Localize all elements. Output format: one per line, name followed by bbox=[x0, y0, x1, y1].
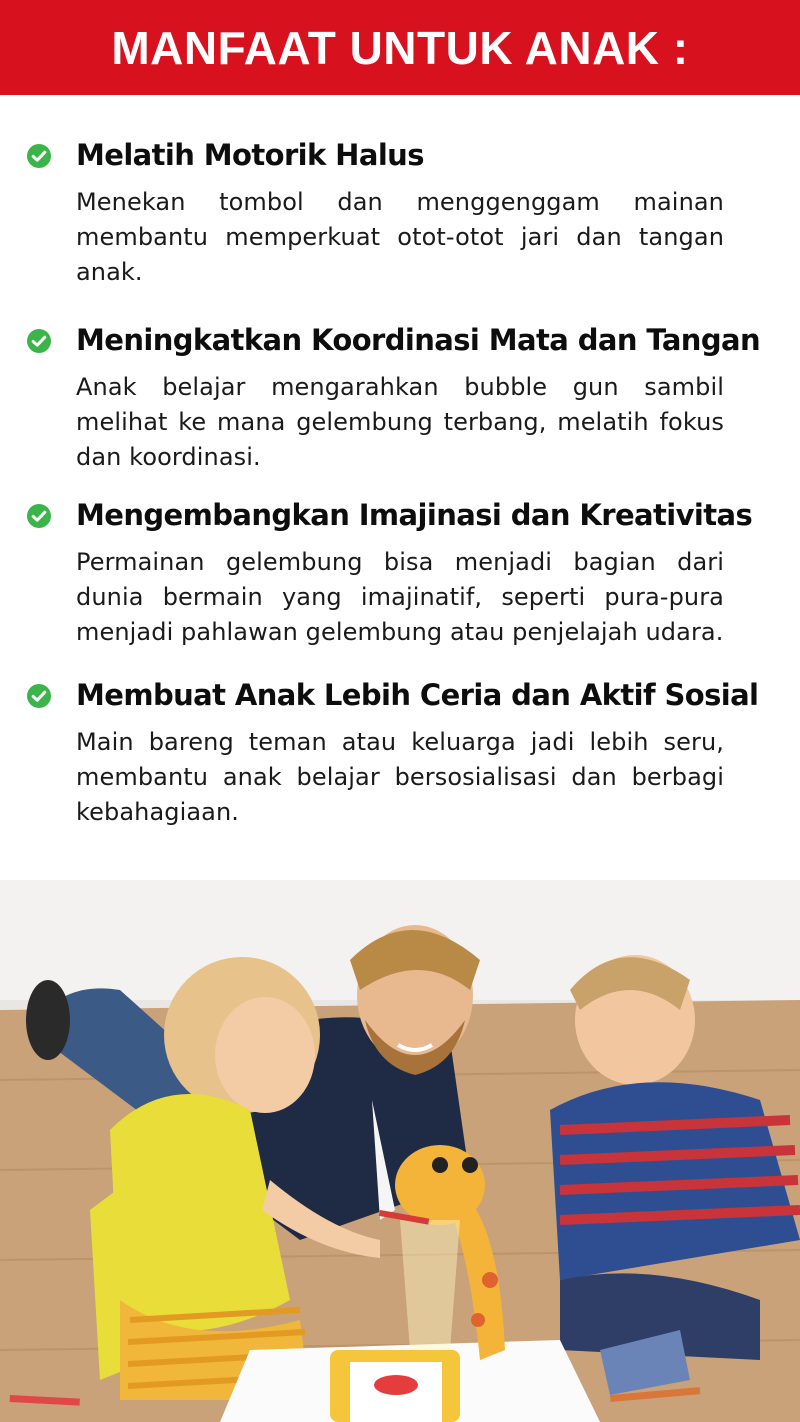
benefit-description: Anak belajar mengarahkan bubble gun sambil melihat ke mana gelembung terbang, melatih fokus dan koordinasi. bbox=[76, 373, 724, 471]
check-circle-icon bbox=[26, 143, 52, 169]
benefit-description: Main bareng teman atau keluarga jadi lebih seru, membantu anak belajar bersosialisasi dan berbagi kebahagiaan. bbox=[76, 728, 724, 826]
benefit-header bbox=[0, 495, 800, 535]
check-circle-icon bbox=[26, 683, 52, 709]
check-circle-icon bbox=[26, 503, 52, 529]
check-circle-icon bbox=[26, 328, 52, 354]
benefit-header bbox=[0, 675, 800, 715]
benefits-list bbox=[0, 95, 800, 880]
benefit-title: Melatih Motorik Halus bbox=[76, 138, 424, 172]
benefit-title: Meningkatkan Koordinasi Mata dan Tangan bbox=[76, 323, 761, 357]
benefit-description: Menekan tombol dan menggenggam mainan membantu memperkuat otot-otot jari dan tangan anak. bbox=[76, 188, 724, 286]
benefit-header bbox=[0, 320, 800, 360]
benefit-description: Permainan gelembung bisa menjadi bagian dari dunia bermain yang imajinatif, seperti pura-pura menjadi pahlawan gelembung atau penjelajah udara. bbox=[76, 548, 724, 646]
family-playing-photo-illustration bbox=[0, 880, 800, 1422]
benefit-header bbox=[0, 135, 800, 175]
header-banner bbox=[0, 0, 800, 95]
product-lifestyle-photo bbox=[0, 880, 800, 1422]
page-title: MANFAAT UNTUK ANAK : bbox=[111, 21, 689, 74]
benefit-title: Mengembangkan Imajinasi dan Kreativitas bbox=[76, 498, 753, 532]
benefit-title: Membuat Anak Lebih Ceria dan Aktif Sosial bbox=[76, 678, 759, 712]
